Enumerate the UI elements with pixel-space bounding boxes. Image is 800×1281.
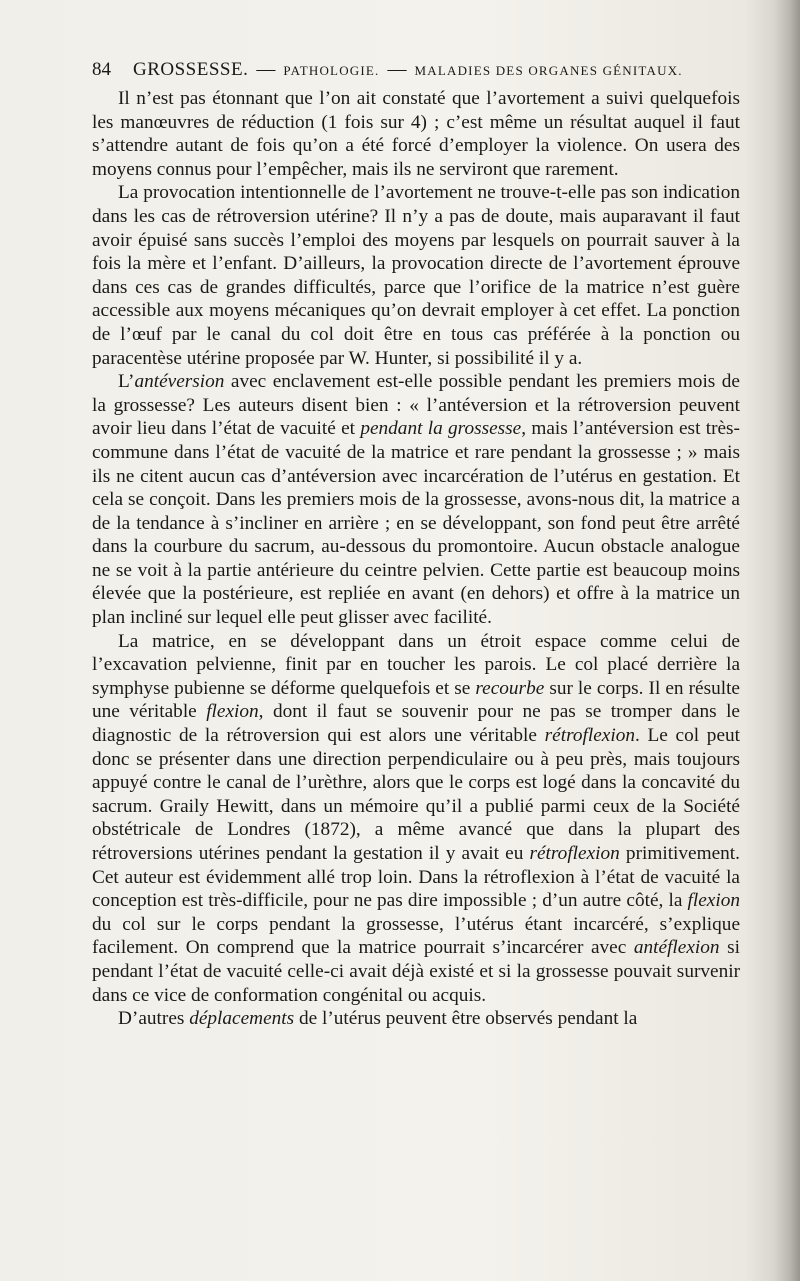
- italic-term: pendant la grossesse: [360, 418, 522, 440]
- text-run: avec enclavement est-elle possible pendant les premiers mois de la grossesse? Les auteurs disent bien : « l’antéversion et la rétroversion peuvent avoir lieu dans l’état de vacuité et: [92, 371, 740, 440]
- italic-term: antéflexion: [633, 937, 720, 959]
- text-run: La matrice, en se développant dans un étroit espace comme celui de l’excavation pelvienne, finit par en toucher les parois. Le col placé derrière la symphyse pubienne se déforme quelquefois et se: [92, 630, 740, 699]
- paragraph-2: La provocation intentionnelle de l’avortement ne trouve-t-elle pas son indication dans les cas de rétroversion utérine? Il n’y a pas de doute, mais auparavant il faut avoir épuisé sans succès l’emploi des moyens par lesquels on pourrait sauver à la fois la mère et l’enfant. D’ailleurs, la provocation directe de l’avortement éprouve dans ces cas de grandes difficultés, parce que l’orifice de la matrice n’est guère accessible aux moyens mécaniques qu’on devrait employer à cet effet. La ponction de l’œuf par le canal du col doit être en tous cas préférée à la ponction ou paracentèse utérine proposée par W. Hunter, si possibilité il y a.: [92, 182, 740, 369]
- running-header: [92, 58, 742, 82]
- paragraph-3: [92, 370, 740, 630]
- italic-term: antéversion: [134, 371, 225, 393]
- italic-term: flexion: [206, 701, 259, 723]
- page-edge-shadow: [774, 0, 800, 1281]
- header-separator: —: [256, 59, 276, 80]
- text-run: , dont il faut se souvenir pour ne pas se tromper dans le diagnostic de la rétroversion qui est alors une véritable: [92, 701, 740, 747]
- text-run: L’: [118, 371, 135, 393]
- paragraph-4: [92, 630, 740, 1008]
- paragraph-5: [92, 1007, 740, 1031]
- text-run: si pendant l’état de vacuité celle-ci avait déjà existé et si la grossesse pouvait survenir dans ce vice de conformation congénital ou acquis.: [92, 937, 740, 1006]
- text-run: . Le col peut donc se présenter dans une direction perpendiculaire ou à peu près, mais toujours appuyé contre le canal de l’urèthre, alors que le corps est logé dans la concavité du sacrum. Graily Hewitt, dans un mémoire qu’il a publié parmi ceux de la Société obstétricale de Londres (1872), a même avancé que dans la plupart des rétroversions utérines pendant la gestation il y avait eu: [92, 725, 740, 864]
- header-subsection: MALADIES DES ORGANES GÉNITAUX.: [414, 63, 683, 78]
- italic-term: recourbe: [475, 677, 545, 699]
- header-separator: —: [387, 59, 407, 80]
- italic-term: déplacements: [189, 1008, 295, 1030]
- header-section: PATHOLOGIE.: [283, 63, 380, 78]
- italic-term: flexion: [687, 890, 740, 912]
- text-run: sur le corps. Il en résulte une véritable: [92, 677, 740, 723]
- header-title: GROSSESSE.: [133, 59, 249, 80]
- text-run: , mais l’antéversion est très-commune dans l’état de vacuité de la matrice et rare pendant la grossesse ; » mais ils ne citent aucun cas d’antéversion avec incarcération de l’utérus en gestation. Et cela se conçoit. Dans les premiers mois de la grossesse, avons-nous dit, la matrice a de la tendance à s’incliner en arrière ; en se développant, son fond peut être arrêté dans la courbure du sacrum, au-dessous du promontoire. Aucun obstacle analogue ne se voit à la partie antérieure du ceintre pelvien. Cette partie est beaucoup moins élevée que la postérieure, est repliée en avant (en dehors) et offre à la matrice un plan incliné sur lequel elle peut glisser avec facilité.: [92, 418, 740, 629]
- italic-term: rétroflexion: [529, 843, 620, 864]
- paragraph-1: Il n’est pas étonnant que l’on ait constaté que l’avortement a suivi quelquefois les manœuvres de réduction (1 fois sur 4) ; c’est même un résultat auquel il faut s’attendre autant de fois qu’on a été forcé d’employer la violence. On usera des moyens connus pour l’empêcher, mais ils ne serviront que rarement.: [92, 88, 740, 180]
- text-run: du col sur le corps pendant la grossesse, l’utérus étant incarcéré, s’explique facilement. On comprend que la matrice pourrait s’incarcérer avec: [92, 913, 740, 959]
- text-run: D’autres: [118, 1008, 190, 1030]
- text-run: de l’utérus peuvent être observés pendant la: [294, 1008, 638, 1030]
- page-number: 84: [92, 59, 111, 80]
- text-run: primitivement. Cet auteur est évidemment allé trop loin. Dans la rétroflexion à l’état de vacuité la conception est très-difficile, pour ne pas dire impossible ; d’un autre côté, la: [92, 843, 740, 912]
- italic-term: rétroflexion: [544, 725, 635, 747]
- body-text: [92, 87, 740, 1031]
